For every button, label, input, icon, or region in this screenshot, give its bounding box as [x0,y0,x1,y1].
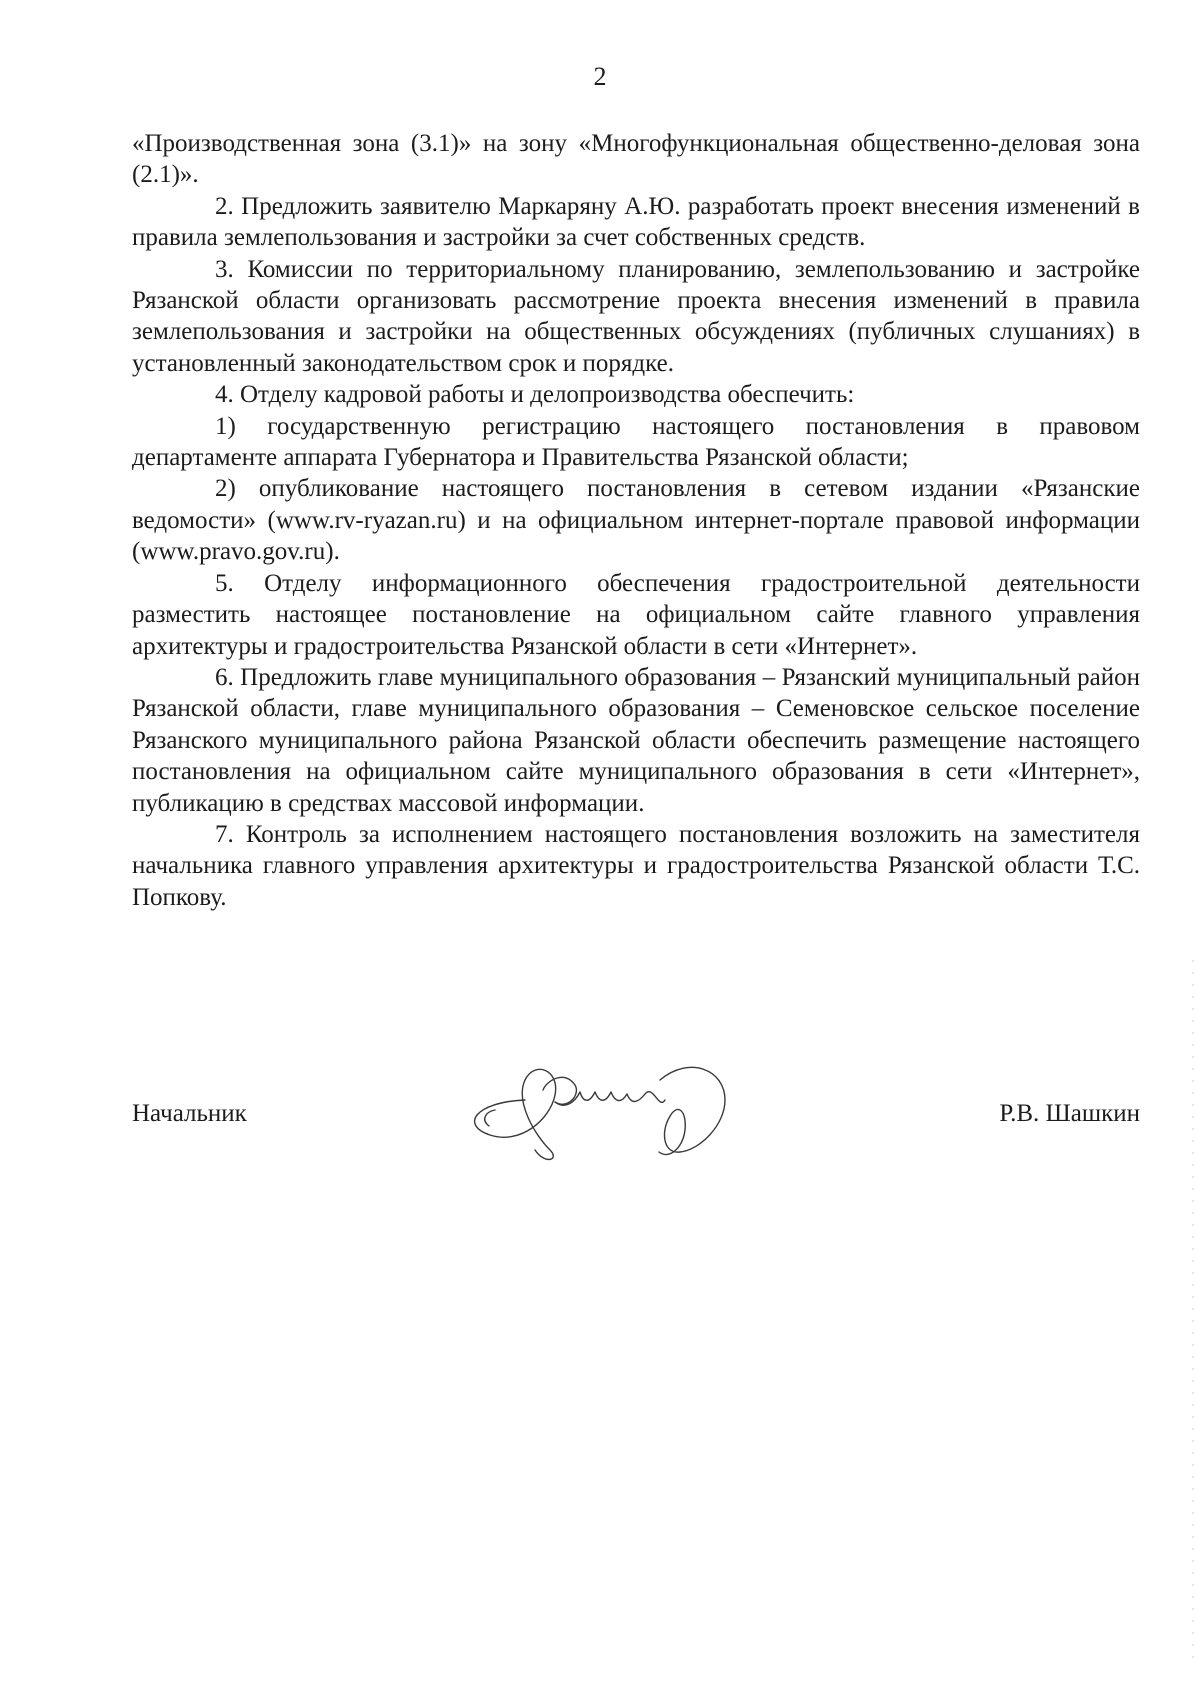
paragraph-item-4-1: 1) государственную регистрацию настоящего постановления в правовом департаменте аппарата Губернатора и Правительства Рязанской области; [132,412,1140,472]
paragraph-item-2: 2. Предложить заявителю Маркаряну А.Ю. разработать проект внесения изменений в правила землепользования и застройки за счет собственных средств. [132,192,1140,252]
paragraph-item-4: 4. Отделу кадровой работы и делопроизводства обеспечить: [215,381,855,409]
handwritten-signature [455,1040,775,1170]
document-body [132,128,1140,913]
paragraph-item-5: 5. Отделу информационного обеспечения градостроительной деятельности разместить настоящее постановление на официальном сайте главного управления архитектуры и градостроительства Рязанской области в сети «Интернет». [132,569,1140,660]
paragraph-item-4-2: 2) опубликование настоящего постановления в сетевом издании «Рязанские ведомости» (www.rv-ryazan.ru) и на официальном интернет-портале правовой информации (www.pravo.gov.ru). [132,475,1140,566]
scan-edge-artifact [1192,960,1194,1660]
page-number: 2 [593,62,607,91]
signatory-position: Начальник [132,1100,247,1127]
signatory-name: Р.В. Шашкин [999,1100,1140,1127]
paragraph-item-7: 7. Контроль за исполнением настоящего постановления возложить на заместителя начальника главного управления архитектуры и градостроительства Рязанской области Т.С. Попкову. [132,820,1140,911]
paragraph-item-3: 3. Комиссии по территориальному планированию, землепользованию и застройке Рязанской области организовать рассмотрение проекта внесения изменений в правила землепользования и застройки на общественных обсуждениях (публичных слушаниях) в установленный законодательством срок и порядке. [132,255,1140,377]
paragraph-continuation: «Производственная зона (3.1)» на зону «Многофункциональная общественно-деловая зона (2.1)». [132,130,1140,189]
paragraph-item-6: 6. Предложить главе муниципального образования – Рязанский муниципальный район Рязанской области, главе муниципального образования – Семеновское сельское поселение Рязанского муниципального района Рязанской области обеспечить размещение настоящего постановления на официальном сайте муниципального образования в сети «Интернет», публикацию в средствах массовой информации. [132,663,1140,817]
